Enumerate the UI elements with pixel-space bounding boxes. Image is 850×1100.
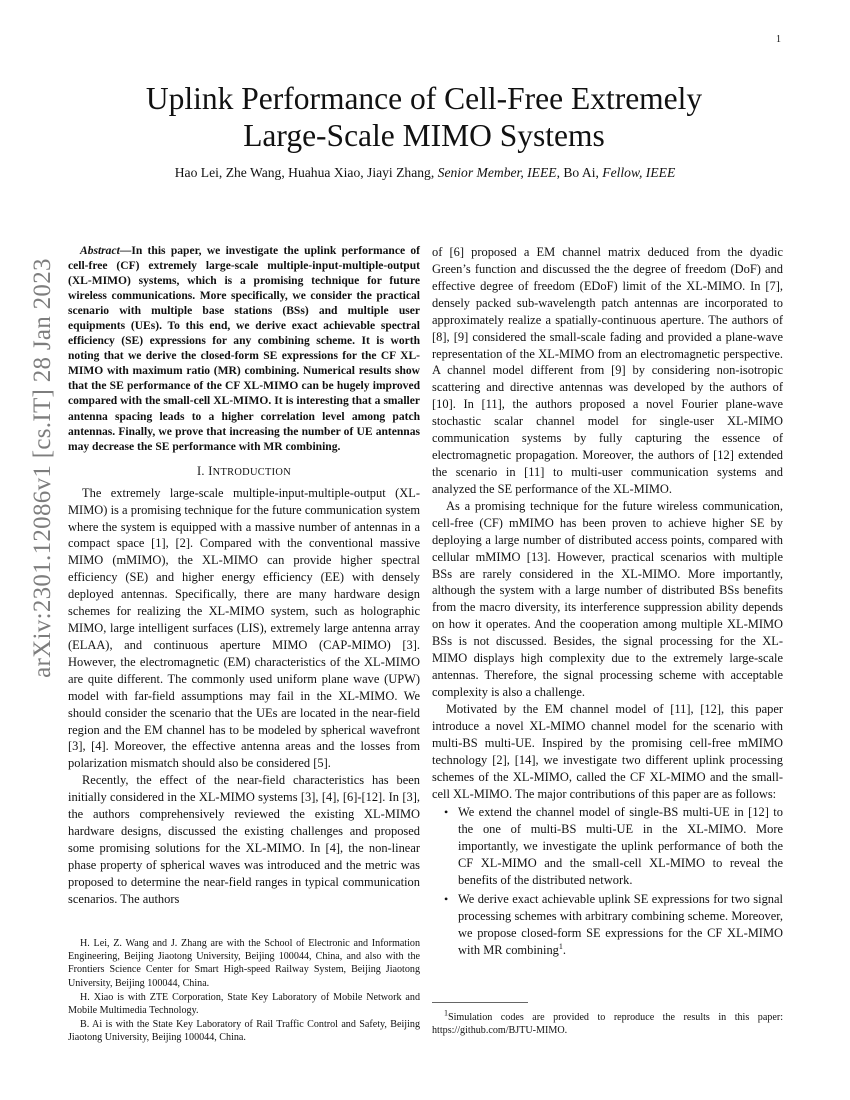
footnote-marker[interactable]: 1 [558, 941, 563, 951]
body-paragraph: Motivated by the EM channel model of [11], [12], this paper introduce a novel XL-MIMO channel model for the scenario with multi-BS multi-UE. Inspired by the promising cell-free mMIMO technology [2], [14], we investigate two different uplink processing schemes of the XL-MIMO, called the CF XL-MIMO and the small-cell XL-MIMO. The major contributions of this paper are as follows: [432, 701, 783, 801]
author-list [100, 164, 750, 181]
contribution-text: We derive exact achievable uplink SE expressions for two signal processing schemes with arbitrary combining scheme. Moreover, we propose closed-form SE expressions for the CF XL-MIMO with MR combining [458, 892, 783, 957]
page-number: 1 [776, 34, 781, 45]
abstract-label: Abstract [80, 245, 120, 257]
bullet-icon: • [444, 892, 449, 907]
author-names-2: , Bo Ai, [556, 165, 603, 180]
contribution-end: . [562, 942, 566, 957]
footnote-number: 1 [444, 1008, 448, 1018]
affiliation-footnote: H. Xiao is with ZTE Corporation, State Key Laboratory of Mobile Network and Mobile Multimedia Technology. [68, 991, 420, 1017]
section-first-letter: I [208, 463, 213, 478]
footnote-text: Simulation codes are provided to reproduce the results in this paper: https://github.com/BJTU-MIMO. [432, 1012, 783, 1037]
author-role-1: Senior Member, IEEE [437, 165, 557, 180]
right-column [432, 244, 783, 961]
abstract-text: —In this paper, we investigate the uplink performance of cell-free (CF) extremely large-scale multiple-input-multiple-output (XL-MIMO) systems, which is a promising technique for future wireless communications. More specifically, we consider the practical scenario with multiple base stations (BSs) and multiple user equipments (UEs). To this end, we derive exact achievable spectral efficiency (SE) expressions for any combining scheme. It is worth noting that we derive the closed-form SE expressions for the CF XL-MIMO with maximum ratio (MR) combining. Numerical results show that the SE performance of the CF XL-MIMO can be hugely improved compared with the small-cell XL-MIMO. It is interesting that a smaller antenna spacing leads to a higher correlation level among patch antennas. Finally, we prove that increasing the number of UE antennas may decrease the SE performance with MR combining. [68, 245, 420, 453]
author-names-1: Hao Lei, Zhe Wang, Huahua Xiao, Jiayi Zhang, [174, 165, 438, 180]
title-line-2: Large-Scale MIMO Systems [243, 118, 605, 153]
arxiv-identifier[interactable]: arXiv:2301.12086v1 [cs.IT] 28 Jan 2023 [29, 258, 56, 678]
section-numeral: I. [196, 463, 209, 478]
code-footnote [432, 1008, 783, 1037]
title-line-1: Uplink Performance of Cell-Free Extremely [145, 81, 703, 116]
abstract [68, 244, 420, 455]
section-title-rest: NTRODUCTION [212, 466, 291, 478]
paper-title [110, 80, 738, 154]
body-paragraph: As a promising technique for the future wireless communication, cell-free (CF) mMIMO has been proven to achieve higher SE by deploying a large number of distributed access points, compared with cellular mMIMO [13]. However, practical scenarios with multiple BSs are rarely considered in the XL-MIMO. More importantly, although the system with a large number of distributed BSs benefits from the macro diversity, its interference suppression ability depends on how it operates. And the cooperation among multiple XL-MIMO BSs is not discussed. Besides, the signal processing for the XL-MIMO displays high complexity due to the extremely large-scale antennas. Therefore, the signal processing scheme with acceptable complexity is also a challenge. [432, 498, 783, 699]
affiliation-footnote: B. Ai is with the State Key Laboratory of Rail Traffic Control and Safety, Beijing Jiaotong University, Beijing 100044, China. [68, 1019, 420, 1044]
author-affiliation-footnotes [68, 937, 420, 1046]
left-column [68, 244, 420, 908]
list-item [444, 804, 783, 889]
footnote-divider [432, 1002, 528, 1003]
contribution-text: We extend the channel model of single-BS multi-UE in [12] to the one of multi-BS multi-UE in the XL-MIMO. More importantly, we investigate the uplink performance of both the CF XL-MIMO and the small-cell XL-MIMO to reveal the benefits of the distributed network. [458, 805, 783, 888]
intro-paragraph-2: Recently, the effect of the near-field characteristics has been initially considered in the XL-MIMO systems [3], [4], [6]-[12]. In [3], the authors comprehensively reviewed the existing XL-MIMO hardware designs, discussed the existing challenges and proposed some promising solutions for the XL-MIMO. In [4], the non-linear phase property of spherical waves was introduced and the metric was proposed to determine the near-field ranges in typical communication scenarios. The authors [68, 773, 420, 906]
affiliation-footnote: H. Lei, Z. Wang and J. Zhang are with the School of Electronic and Information Engineering, Beijing Jiaotong University, Beijing 100044, China, and also with the Frontiers Science Center for Smart High-speed Railway System, Beijing Jiaotong University, Beijing 100044, China. [68, 938, 420, 989]
contributions-list [432, 804, 783, 958]
section-heading-introduction [68, 464, 420, 479]
list-item [444, 891, 783, 959]
intro-paragraph-1: The extremely large-scale multiple-input-multiple-output (XL-MIMO) is a promising technique for the future communication system where the system is equipped with a massive number of antennas in a compact space [1], [2]. Compared with the conventional massive MIMO (mMIMO), the XL-MIMO can provide higher spectral efficiency (SE) and higher energy efficiency (EE) with densely deployed antennas. Specifically, there are many hardware design schemes for realizing the XL-MIMO system, such as holographic MIMO, large intelligent surfaces (LIS), extremely large antenna array (ELAA), and continuous aperture MIMO (CAP-MIMO) [3]. However, the electromagnetic (EM) characteristics of the XL-MIMO are quite different. The commonly used uniform plane wave (UPW) model with far-field assumptions may fail in the XL-MIMO. We should consider the scenario that the UEs are located in the near-field region and the EM channel has to be modeled by spherical wavefront [3], [4]. Moreover, the effective antenna areas and the losses from polarization mismatch should also be considered [5]. [68, 485, 420, 771]
author-role-2: Fellow, IEEE [602, 165, 676, 180]
bullet-icon: • [444, 805, 449, 820]
body-paragraph: of [6] proposed a EM channel matrix deduced from the dyadic Green’s function and discussed the the degree of freedom (DoF) and effective degree of freedom (EDoF) limit of the XL-MIMO. In [7], densely packed sub-wavelength patch antennas are incorporated to approximately realize a spatially-continuous aperture. The authors of [8], [9] considered the small-scale fading and provided a plane-wave representation of the XL-MIMO from an electromagnetic perspective. A channel model different from [9] by considering non-isotropic scattering and directive antennas was developed by the authors of [10]. In [11], the authors proposed a novel Fourier plane-wave stochastic scalar channel model for single-user XL-MIMO communication systems by fully capturing the essence of electromagnetic propagation. Moreover, the authors of [12] extended the scenario in [11] to multi-user communication systems and analyzed the SE performance of the XL-MIMO. [432, 245, 783, 496]
